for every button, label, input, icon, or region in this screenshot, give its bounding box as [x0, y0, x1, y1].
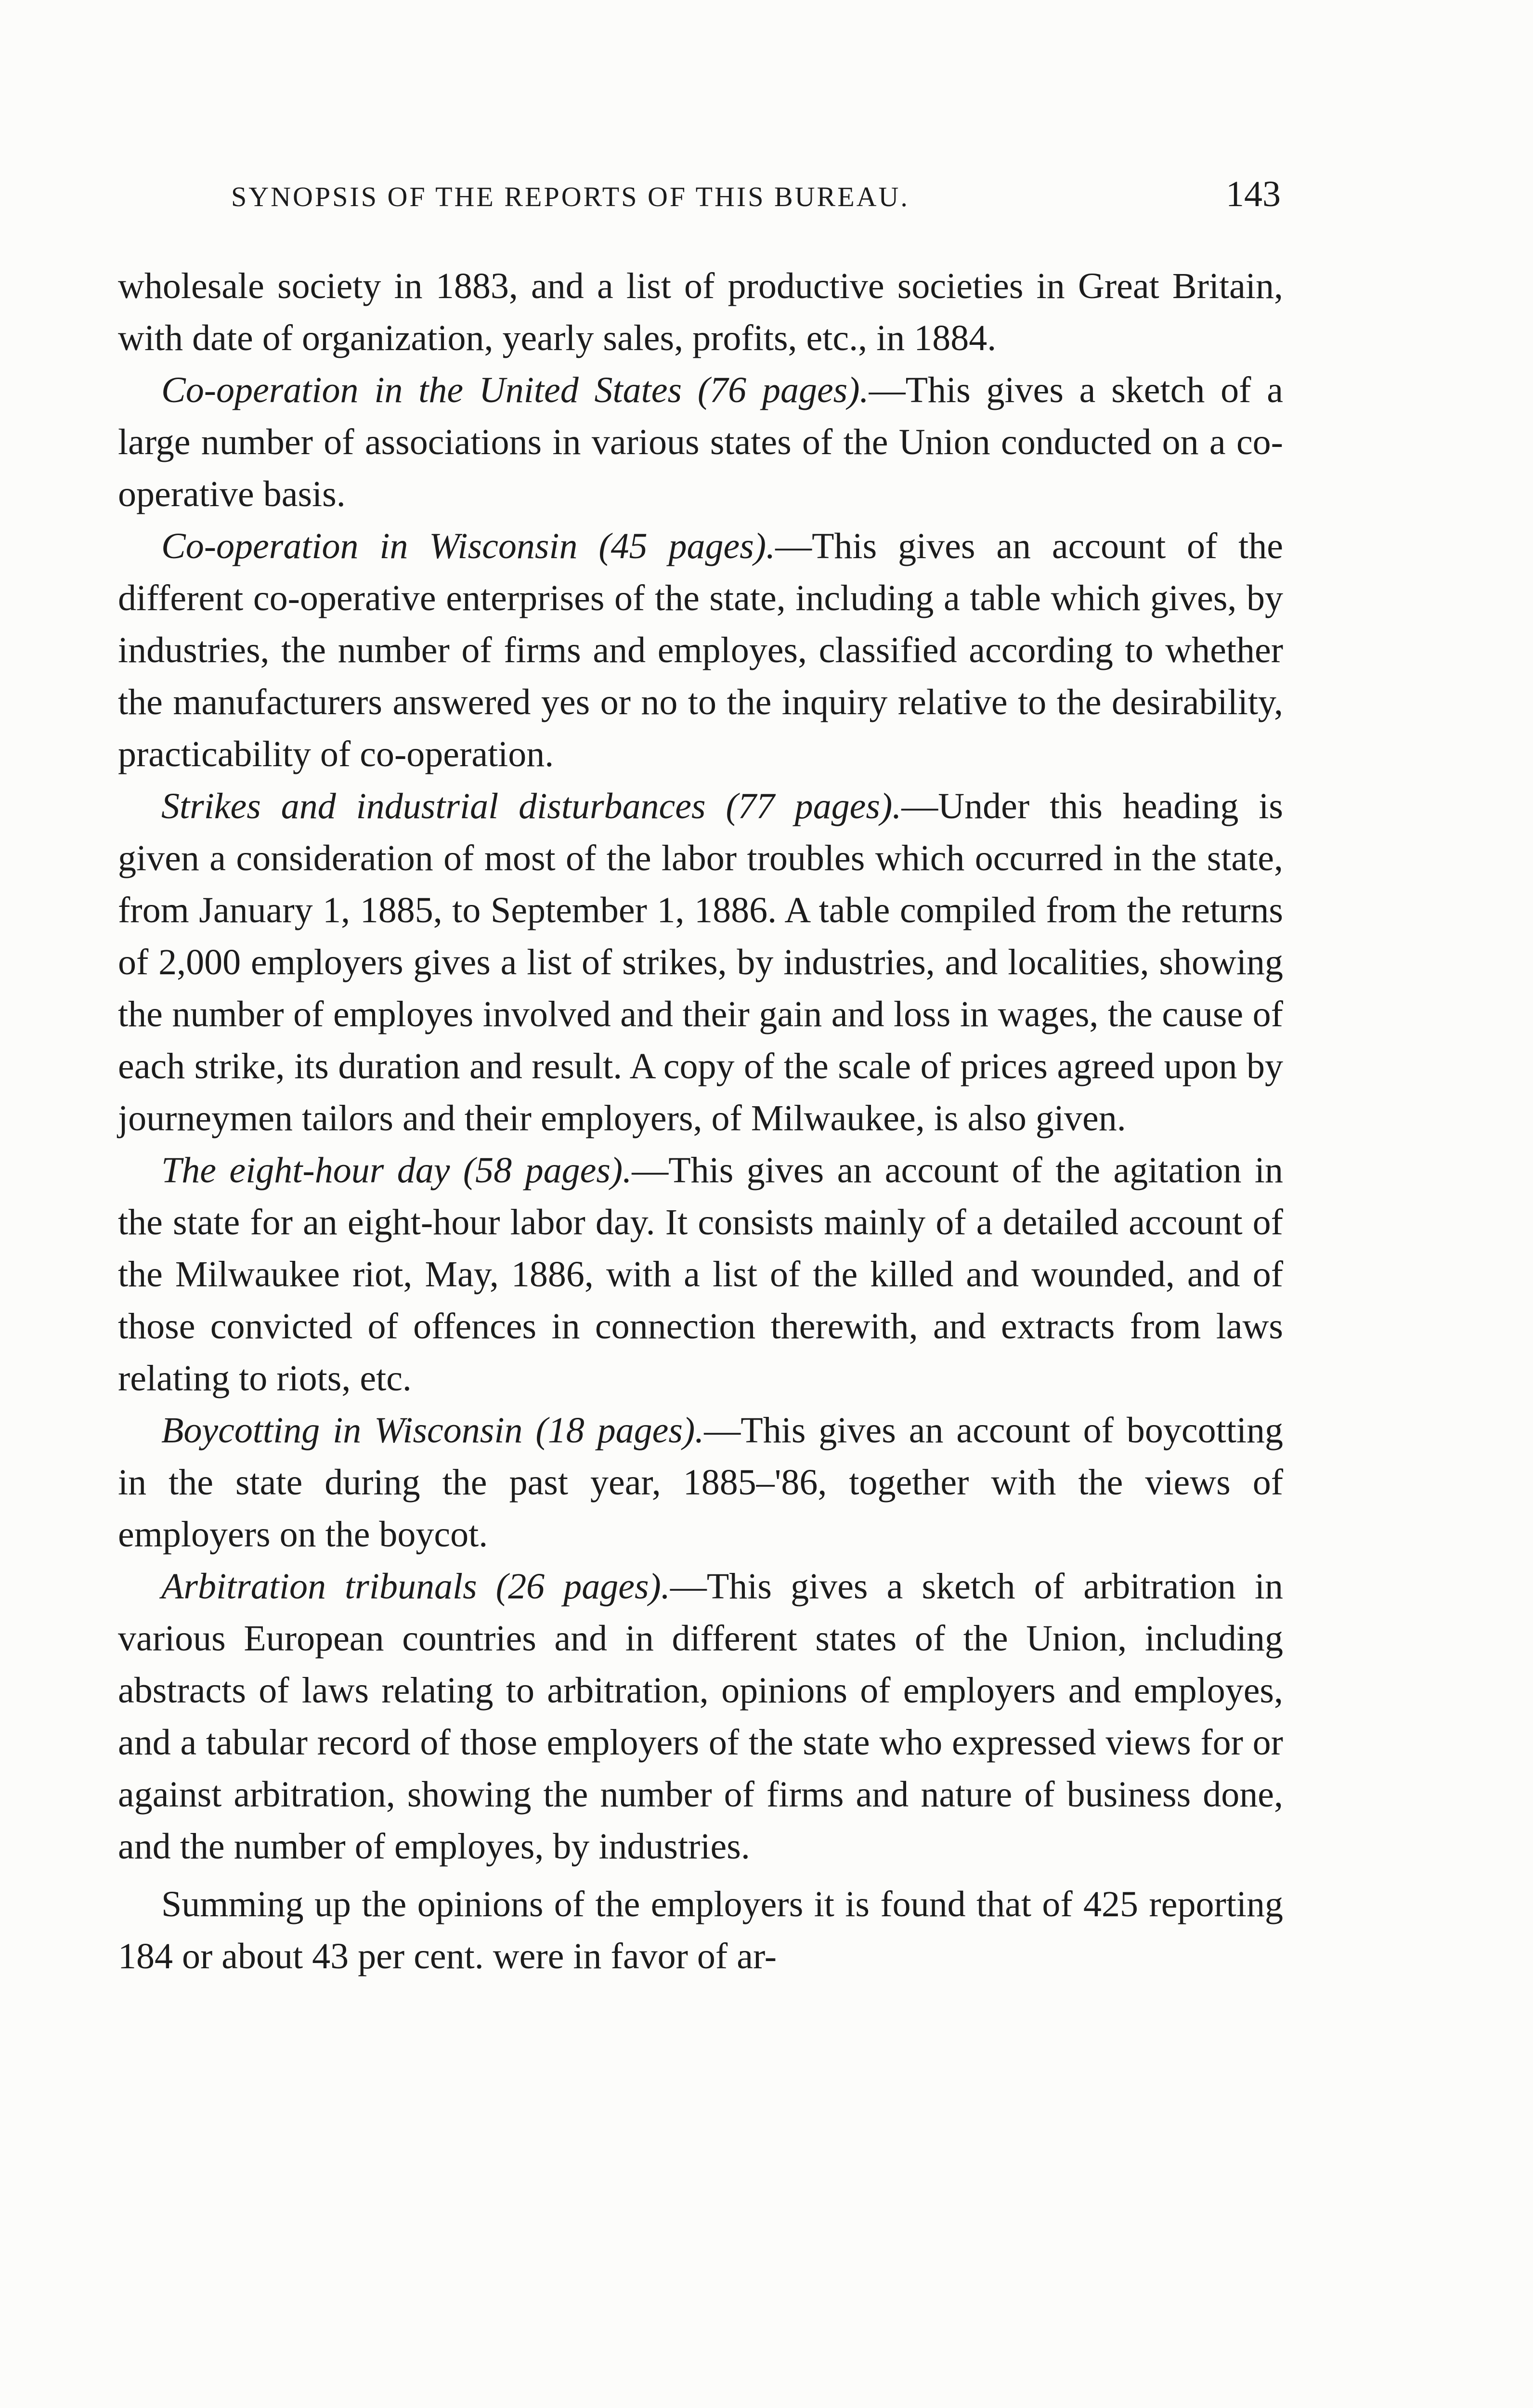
paragraph-strikes: [118, 780, 1283, 1144]
paragraph-continuation: [118, 260, 1283, 364]
paragraph-text: —This gives a sketch of a large number of associations in various states of the Union conducted on a co-operative basis.: [118, 370, 1283, 514]
paragraph-text: Summing up the opinions of the employers it is found that of 425 reporting 184 or about 43 per cent. were in favor of ar-: [118, 1884, 1283, 1976]
paragraph-cooperation-wisconsin: [118, 520, 1283, 780]
paragraph-text: —This gives an account of the agitation in the state for an eight-hour labor day. It consists mainly of a detailed account of the Milwaukee riot, May, 1886, with a list of the killed and wounded, and of those convicted of offences in connection therewith, and extracts from laws relating to riots, etc.: [118, 1150, 1283, 1399]
section-title: Arbitration tribunals (26 pages).: [161, 1566, 670, 1607]
section-title: Co-operation in Wisconsin (45 pages).: [161, 526, 776, 566]
paragraph-cooperation-united-states: [118, 364, 1283, 520]
paragraph-boycotting: [118, 1404, 1283, 1560]
section-title: Boycotting in Wisconsin (18 pages).: [161, 1410, 704, 1451]
paragraph-text: —This gives a sketch of arbitration in various European countries and in different states of the Union, including abstracts of laws relating to arbitration, opinions of employers and employes, and a tabular record of those employers of the state who expressed views for or against arbitration, showing the number of firms and nature of business done, and the number of employes, by industries.: [118, 1566, 1283, 1867]
page-number: 143: [1226, 174, 1281, 214]
section-title: The eight-hour day (58 pages).: [161, 1150, 632, 1191]
page-body: [118, 260, 1283, 1982]
section-title: Strikes and industrial disturbances (77 pages).: [161, 786, 902, 826]
paragraph-arbitration: [118, 1560, 1283, 1872]
page-header: [231, 173, 1281, 215]
paragraph-eight-hour-day: [118, 1144, 1283, 1404]
paragraph-text: —Under this heading is given a consideration of most of the labor troubles which occurred in the state, from January 1, 1885, to September 1, 1886. A table compiled from the returns of 2,000 employers gives a list of strikes, by industries, and localities, showing the number of employes involved and their gain and loss in wages, the cause of each strike, its duration and result. A copy of the scale of prices agreed upon by journeymen tailors and their employers, of Milwaukee, is also given.: [118, 786, 1283, 1139]
paragraph-text: wholesale society in 1883, and a list of productive societies in Great Britain, with date of organization, yearly sales, profits, etc., in 1884.: [118, 266, 1283, 358]
section-title: Co-operation in the United States (76 pages).: [161, 370, 869, 410]
paragraph-summary: [118, 1878, 1283, 1982]
paragraph-text: —This gives an account of the different co-operative enterprises of the state, including a table which gives, by industries, the number of firms and employes, classified according to whether the manufacturers answered yes or no to the inquiry relative to the desirability, practicability of co-operation.: [118, 526, 1283, 774]
paragraph-text: —This gives an account of boycotting in the state during the past year, 1885–'86, together with the views of employers on the boycot.: [118, 1410, 1283, 1555]
running-head: SYNOPSIS OF THE REPORTS OF THIS BUREAU.: [231, 181, 909, 212]
